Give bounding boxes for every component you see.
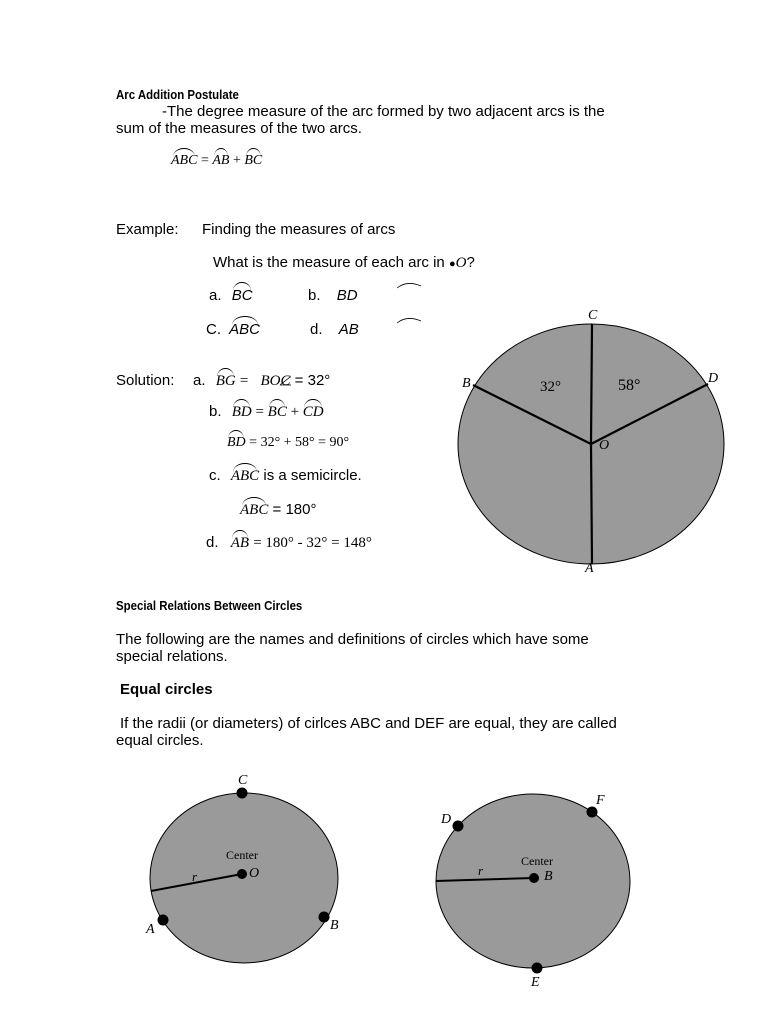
label-center: Center	[226, 848, 258, 862]
arc-ab: AB	[230, 535, 250, 551]
circle-o-diagram	[450, 300, 740, 580]
label-c: C	[238, 773, 248, 788]
arc-bd: BD	[227, 435, 246, 450]
arc-abc: ABC	[171, 153, 198, 168]
solution-d-result: = 180° - 32° = 148°	[253, 535, 372, 551]
label-b: B	[544, 869, 553, 884]
solution-a-arc: BG	[215, 373, 236, 389]
example-item-a	[209, 287, 253, 304]
arc-abc: ABC	[240, 502, 269, 518]
solution-a-angle	[261, 373, 291, 389]
formula-plus: +	[232, 153, 241, 168]
example-label: Example:	[116, 221, 179, 238]
circle-abc-diagram	[140, 770, 355, 970]
example-title: Finding the measures of arcs	[202, 221, 396, 238]
label-o: O	[599, 438, 610, 453]
item-letter: d.	[310, 321, 323, 338]
solution-a	[193, 372, 330, 390]
arc-mark-bd	[397, 283, 421, 288]
solution-letter: d.	[206, 534, 219, 551]
arc-ab: AB	[212, 153, 230, 168]
label-center: Center	[521, 854, 553, 868]
point-f	[587, 807, 598, 818]
label-r: r	[478, 863, 484, 878]
subheading-equal-circles: Equal circles	[120, 681, 213, 698]
solution-b-result: = 32° + 58° = 90°	[249, 435, 350, 450]
label-d: D	[441, 812, 452, 827]
solution-b-line1	[232, 404, 324, 420]
angle-cod-label: 58°	[618, 377, 641, 394]
example-question	[213, 254, 475, 272]
equal-circles-definition	[116, 715, 617, 749]
solution-d	[206, 534, 372, 552]
arc-bd: BD	[231, 404, 252, 420]
angle-mark-icon	[279, 375, 293, 387]
arc-bc: BC	[267, 404, 287, 420]
radius-oa	[591, 444, 592, 564]
solution-letter: a.	[193, 372, 206, 389]
solution-letter: b.	[209, 403, 222, 420]
solution-b	[209, 403, 324, 421]
eq-sign: =	[255, 404, 264, 420]
radius-oc	[591, 324, 592, 444]
label-a: A	[146, 922, 155, 937]
label-f: F	[596, 793, 605, 808]
question-circle-name: O	[455, 255, 467, 271]
question-text: What is the measure of each arc in	[213, 254, 449, 271]
postulate-formula	[171, 153, 262, 169]
solution-c-result: = 180°	[272, 501, 317, 518]
label-b: B	[462, 376, 471, 391]
special-intro	[116, 631, 589, 665]
item-arc: AB	[338, 321, 359, 338]
point-c	[237, 788, 248, 799]
circle-symbol-icon: ●	[448, 258, 456, 270]
point-a	[158, 915, 169, 926]
point-b	[319, 912, 330, 923]
label-d: D	[708, 371, 719, 386]
solution-letter: c.	[209, 467, 221, 484]
question-mark: ?	[466, 254, 475, 271]
arc-bc: BC	[244, 153, 263, 168]
angle-boc-label: 32°	[540, 379, 561, 395]
intro-line-2: special relations.	[116, 648, 228, 665]
arc-cd: CD	[302, 404, 324, 420]
arc-mark-ab	[397, 318, 421, 323]
intro-line-1: The following are the names and definitions of circles which have some	[116, 631, 589, 648]
postulate-line-2: sum of the measures of the two arcs.	[116, 120, 362, 137]
example-item-c	[206, 321, 260, 338]
def-line-1: If the radii (or diameters) of cirlces ABC and DEF are equal, they are called	[120, 715, 617, 732]
item-letter: b.	[308, 287, 321, 304]
solution-a-val: = 32°	[294, 372, 331, 389]
solution-b-line2	[227, 435, 349, 451]
solution-label: Solution:	[116, 372, 175, 389]
item-letter: a.	[209, 287, 222, 304]
example-item-b	[308, 287, 358, 304]
angle-text: BOC	[260, 373, 291, 389]
arc-abc: ABC	[230, 468, 260, 484]
solution-a-eq: =	[239, 373, 249, 389]
point-b	[529, 873, 539, 883]
point-o	[237, 869, 247, 879]
solution-c-text: is a semicircle.	[263, 467, 362, 484]
label-c: C	[588, 308, 598, 323]
point-e	[532, 963, 543, 974]
postulate-line-1: -The degree measure of the arc formed by two adjacent arcs is the	[162, 103, 605, 120]
item-arc: BD	[336, 287, 358, 304]
section-heading-special: Special Relations Between Circles	[116, 598, 303, 613]
label-r: r	[192, 869, 198, 884]
circle-def-diagram	[430, 785, 645, 995]
label-b: B	[330, 918, 339, 933]
label-e: E	[531, 975, 540, 990]
solution-c-line2	[240, 501, 316, 519]
plus-sign: +	[290, 404, 300, 420]
solution-c	[209, 467, 362, 485]
item-letter: C.	[206, 321, 221, 338]
def-line-2: equal circles.	[116, 732, 204, 749]
formula-equals: =	[200, 153, 209, 168]
stray-arc-marks	[395, 280, 425, 336]
label-a: A	[585, 561, 594, 576]
section-heading-arc-addition: Arc Addition Postulate	[116, 87, 239, 102]
example-item-d	[310, 321, 359, 338]
item-arc: BC	[231, 287, 253, 304]
label-o: O	[249, 866, 260, 881]
point-d	[453, 821, 464, 832]
item-arc: ABC	[229, 321, 261, 338]
